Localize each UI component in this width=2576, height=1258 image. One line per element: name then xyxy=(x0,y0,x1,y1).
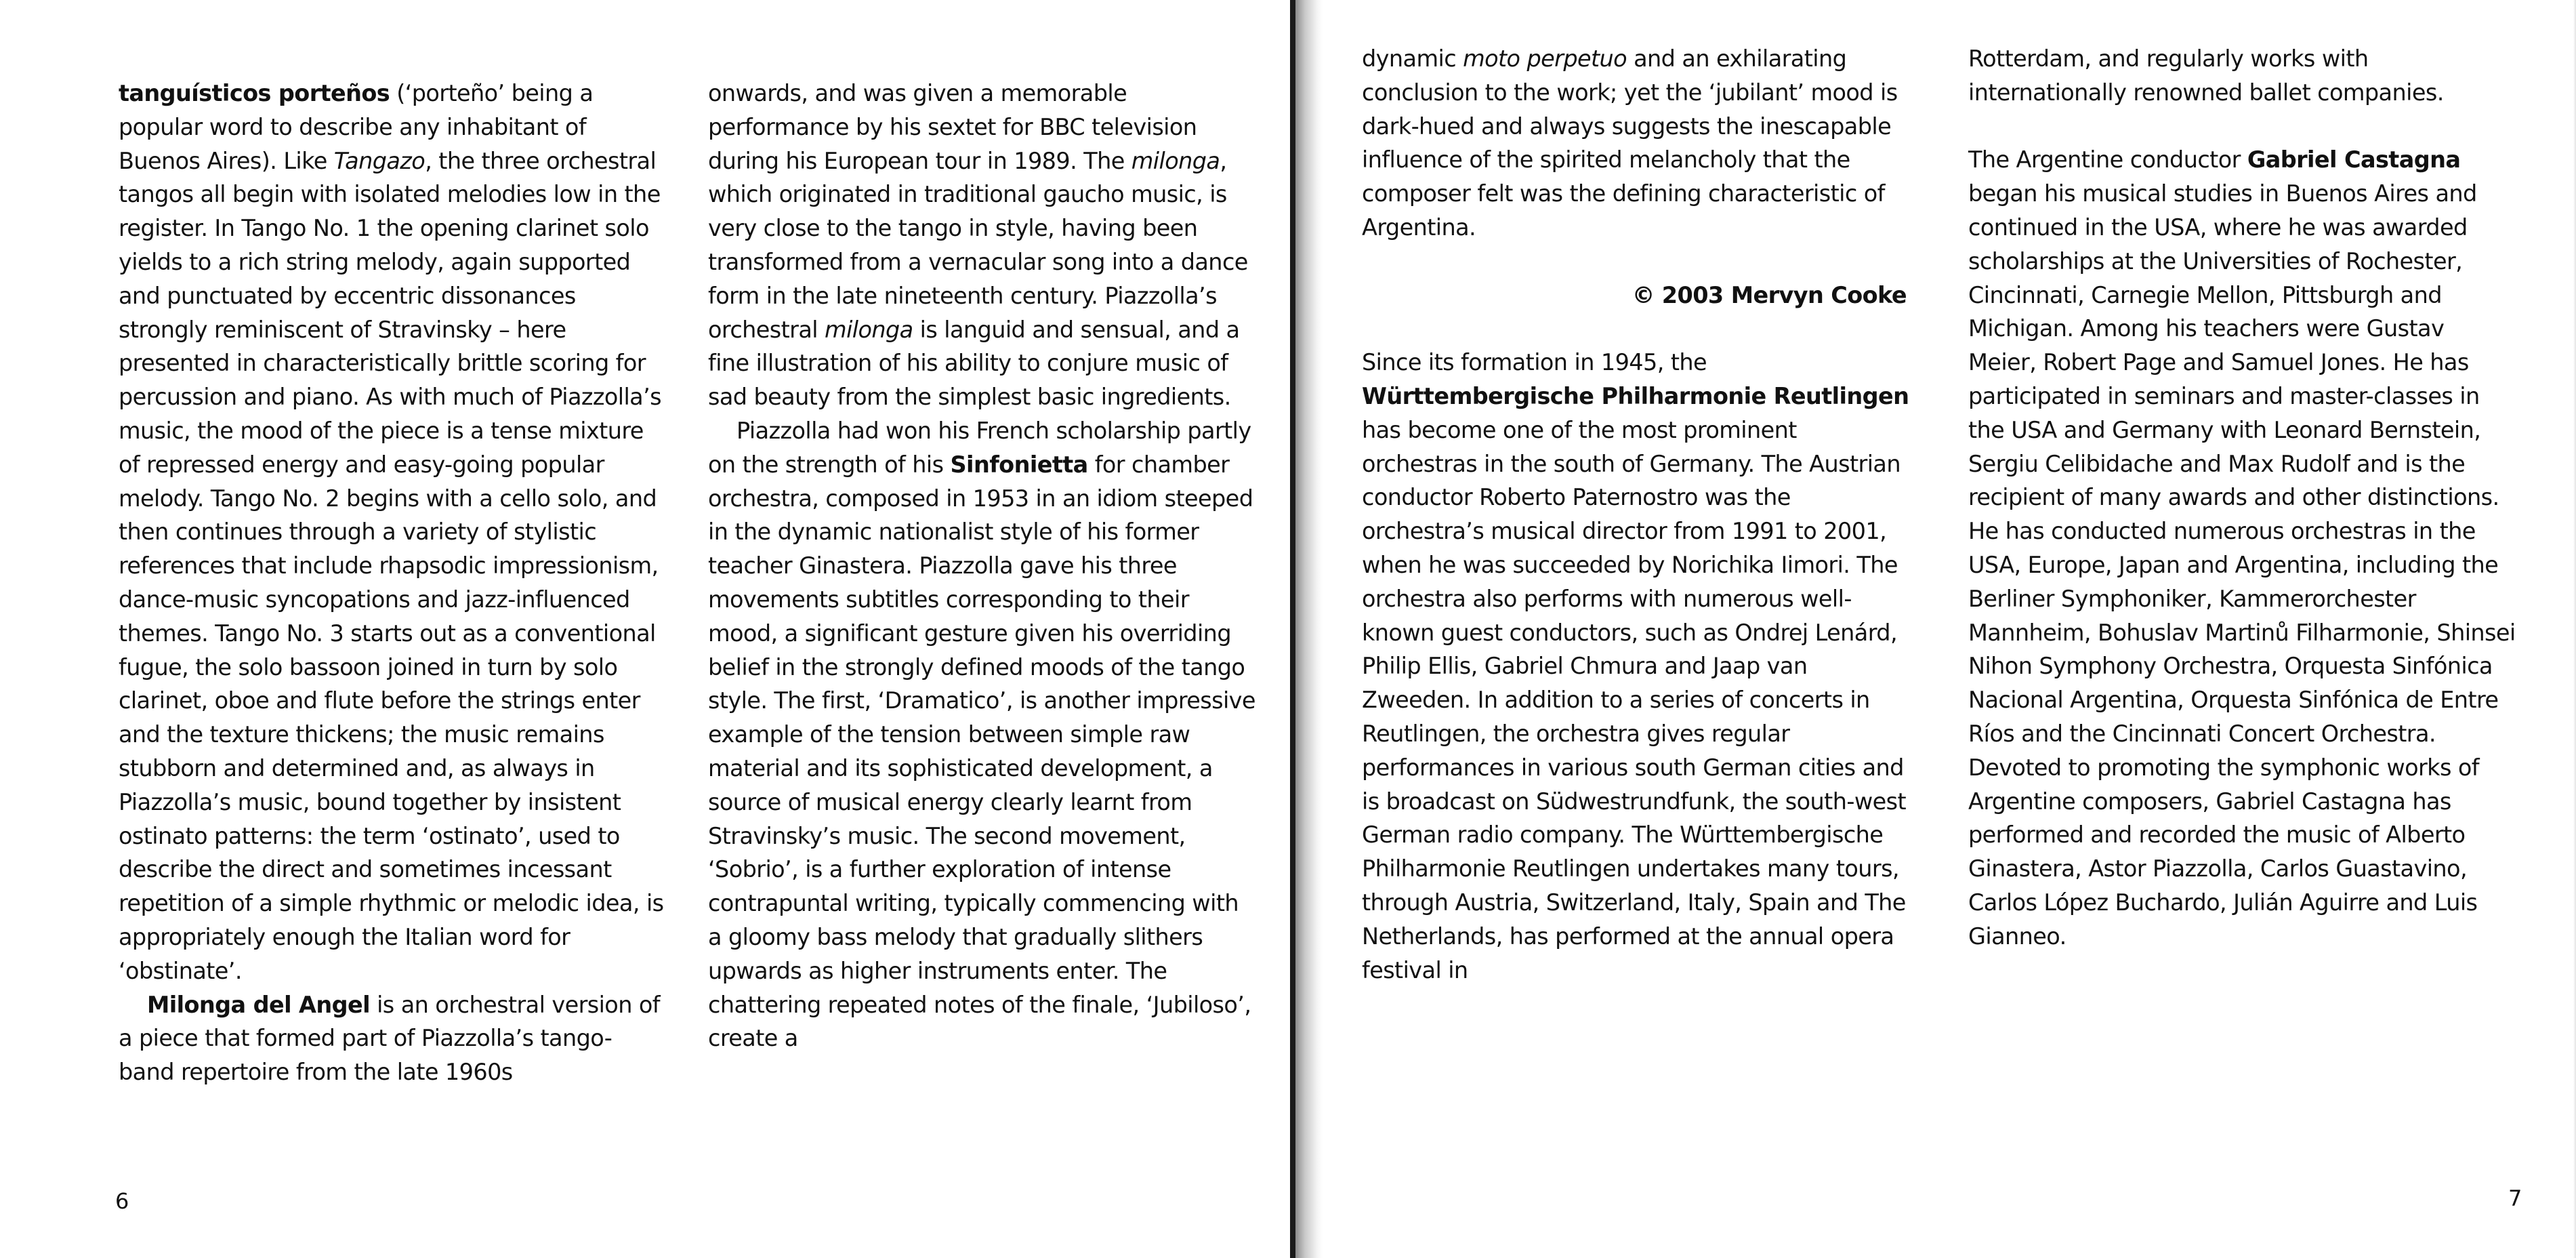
bold-conductor-name: Gabriel Castagna xyxy=(2247,146,2461,174)
bold-work-title: Milonga del Angel xyxy=(147,991,371,1018)
paragraph-finale: dynamic moto perpetuo and an exhilarating conclusion to the work; yet the ‘jubilant’ mood is dark-hued and always suggests the inescapable influence of the spirited melancholy that the composer felt was the defining characteristic of Argentina. xyxy=(1362,45,1898,241)
italic-title: Tangazo xyxy=(333,147,425,174)
left-page-column-1 xyxy=(119,77,667,1089)
bold-term: tanguísticos porteños xyxy=(119,80,390,106)
page-number-left: 6 xyxy=(115,1188,129,1214)
paragraph-tango-description: tanguísticos porteños (‘porteño’ being a popular word to describe any inhabitant of Buenos Aires). Like Tangazo, the three orchestral tangos all begin with isolated melodies low in the register. In Tango No. 1 the opening clarinet solo yields to a rich string melody, again supported and punctuated by eccentric dissonances strongly reminiscent of Stravinsky – here presented in characteristically brittle scoring for percussion and piano. As with much of Piazzolla’s music, the mood of the piece is a tense mixture of repressed energy and easy-going popular melody. Tango No. 2 begins with a cello solo, and then continues through a variety of stylistic references that include rhapsodic impressionism, dance-music syncopations and jazz-influenced themes. Tango No. 3 starts out as a conventional fugue, the solo bassoon joined in turn by solo clarinet, oboe and flute before the strings enter and the texture thickens; the music remains stubborn and determined and, as always in Piazzolla’s music, bound together by insistent ostinato patterns: the term ‘ostinato’, used to describe the direct and sometimes incessant repetition of a simple rhythmic or melodic idea, is appropriately enough the Italian word for ‘obstinate’. xyxy=(119,80,664,984)
paragraph-conductor-bio: The Argentine conductor Gabriel Castagna began his musical studies in Buenos Aires and continued in the USA, where he was awarded scholarships at the Universities of Rochester, Cincinnati, Carnegie Mellon, Pittsburgh and Michigan. Among his teachers were Gustav Meier, Robert Page and Samuel Jones. He has participated in seminars and master-classes in the USA and Germany with Leonard Bernstein, Sergiu Celibidache and Max Rudolf and is the recipient of many awards and other distinctions. He has conducted numerous orchestras in the USA, Europe, Japan and Argentina, including the Berliner Symphoniker, Kammerorchester Mannheim, Bohuslav Martinů Filharmonie, Shinsei Nihon Symphony Orchestra, Orquesta Sinfónica Nacional Argentina, Orquesta Sinfónica de Entre Ríos and the Cincinnati Concert Orchestra. Devoted to promoting the symphonic works of Argentine composers, Gabriel Castagna has performed and recorded the music of Alberto Ginastera, Astor Piazzolla, Carlos Guastavino, Carlos López Buchardo, Julián Aguirre and Luis Gianneo. xyxy=(1968,146,2516,950)
bold-work-title: Sinfonietta xyxy=(950,451,1088,478)
page-edge xyxy=(2573,0,2576,1258)
paragraph-orchestra-bio-end: Rotterdam, and regularly works with internationally renowned ballet companies. xyxy=(1968,45,2444,106)
bold-orchestra-name: Württembergische Philharmonie Reutlingen xyxy=(1362,382,1909,409)
paragraph-milonga-del-angel: Milonga del Angel is an orchestral version of a piece that formed part of Piazzolla’s tango-band repertoire from the late 1960s xyxy=(119,991,660,1086)
italic-term: milonga xyxy=(1131,147,1220,174)
author-signature: © 2003 Mervyn Cooke xyxy=(1632,281,1907,308)
right-page-column-1 xyxy=(1362,42,1911,987)
spine-shadow xyxy=(1295,0,1323,1258)
left-page-column-2 xyxy=(708,77,1257,1055)
paragraph-sinfonietta: Piazzolla had won his French scholarship partly on the strength of his Sinfonietta for chamber orchestra, composed in 1953 in an idiom steeped in the dynamic nationalist style of his former teacher Ginastera. Piazzolla gave his three movements subtitles corresponding to their mood, a significant gesture given his overriding belief in the strongly defined moods of the tango style. The first, ‘Dramatico’, is another impressive example of the tension between simple raw material and its sophisticated development, a source of musical energy clearly learnt from Stravinsky’s music. The second movement, ‘Sobrio’, is a further exploration of intense contrapuntal writing, typically commencing with a gloomy bass melody that gradually slithers upwards as higher instruments enter. The chattering repeated notes of the finale, ‘Jubiloso’, create a xyxy=(708,417,1255,1052)
page-number-right: 7 xyxy=(2508,1185,2522,1211)
right-page-column-2 xyxy=(1968,42,2517,954)
paragraph-milonga: onwards, and was given a memorable performance by his sextet for BBC television during his European tour in 1989. The milonga, which originated in traditional gaucho music, is very close to the tango in style, having been transformed from a vernacular song into a dance form in the late nineteenth century. Piazzolla’s orchestral milonga is languid and sensual, and a fine illustration of his ability to conjure music of sad beauty from the simplest basic ingredients. xyxy=(708,80,1248,411)
paragraph-orchestra-bio: Since its formation in 1945, the Württembergische Philharmonie Reutlingen has become one of the most prominent orchestras in the south of Germany. The Austrian conductor Roberto Paternostro was the orchestra’s musical director from 1991 to 2001, when he was succeeded by Norichika Iimori. The orchestra also performs with numerous well-known guest conductors, such as Ondrej Lenárd, Philip Ellis, Gabriel Chmura and Jaap van Zweeden. In addition to a series of concerts in Reutlingen, the orchestra gives regular performances in various south German cities and is broadcast on Südwestrundfunk, the south-west German radio company. The Württembergische Philharmonie Reutlingen undertakes many tours, through Austria, Switzerland, Italy, Spain and The Netherlands, has performed at the annual opera festival in xyxy=(1362,349,1909,983)
book-spine-fold xyxy=(1290,0,1295,1258)
italic-term: moto perpetuo xyxy=(1463,45,1627,72)
italic-term: milonga xyxy=(825,316,913,343)
